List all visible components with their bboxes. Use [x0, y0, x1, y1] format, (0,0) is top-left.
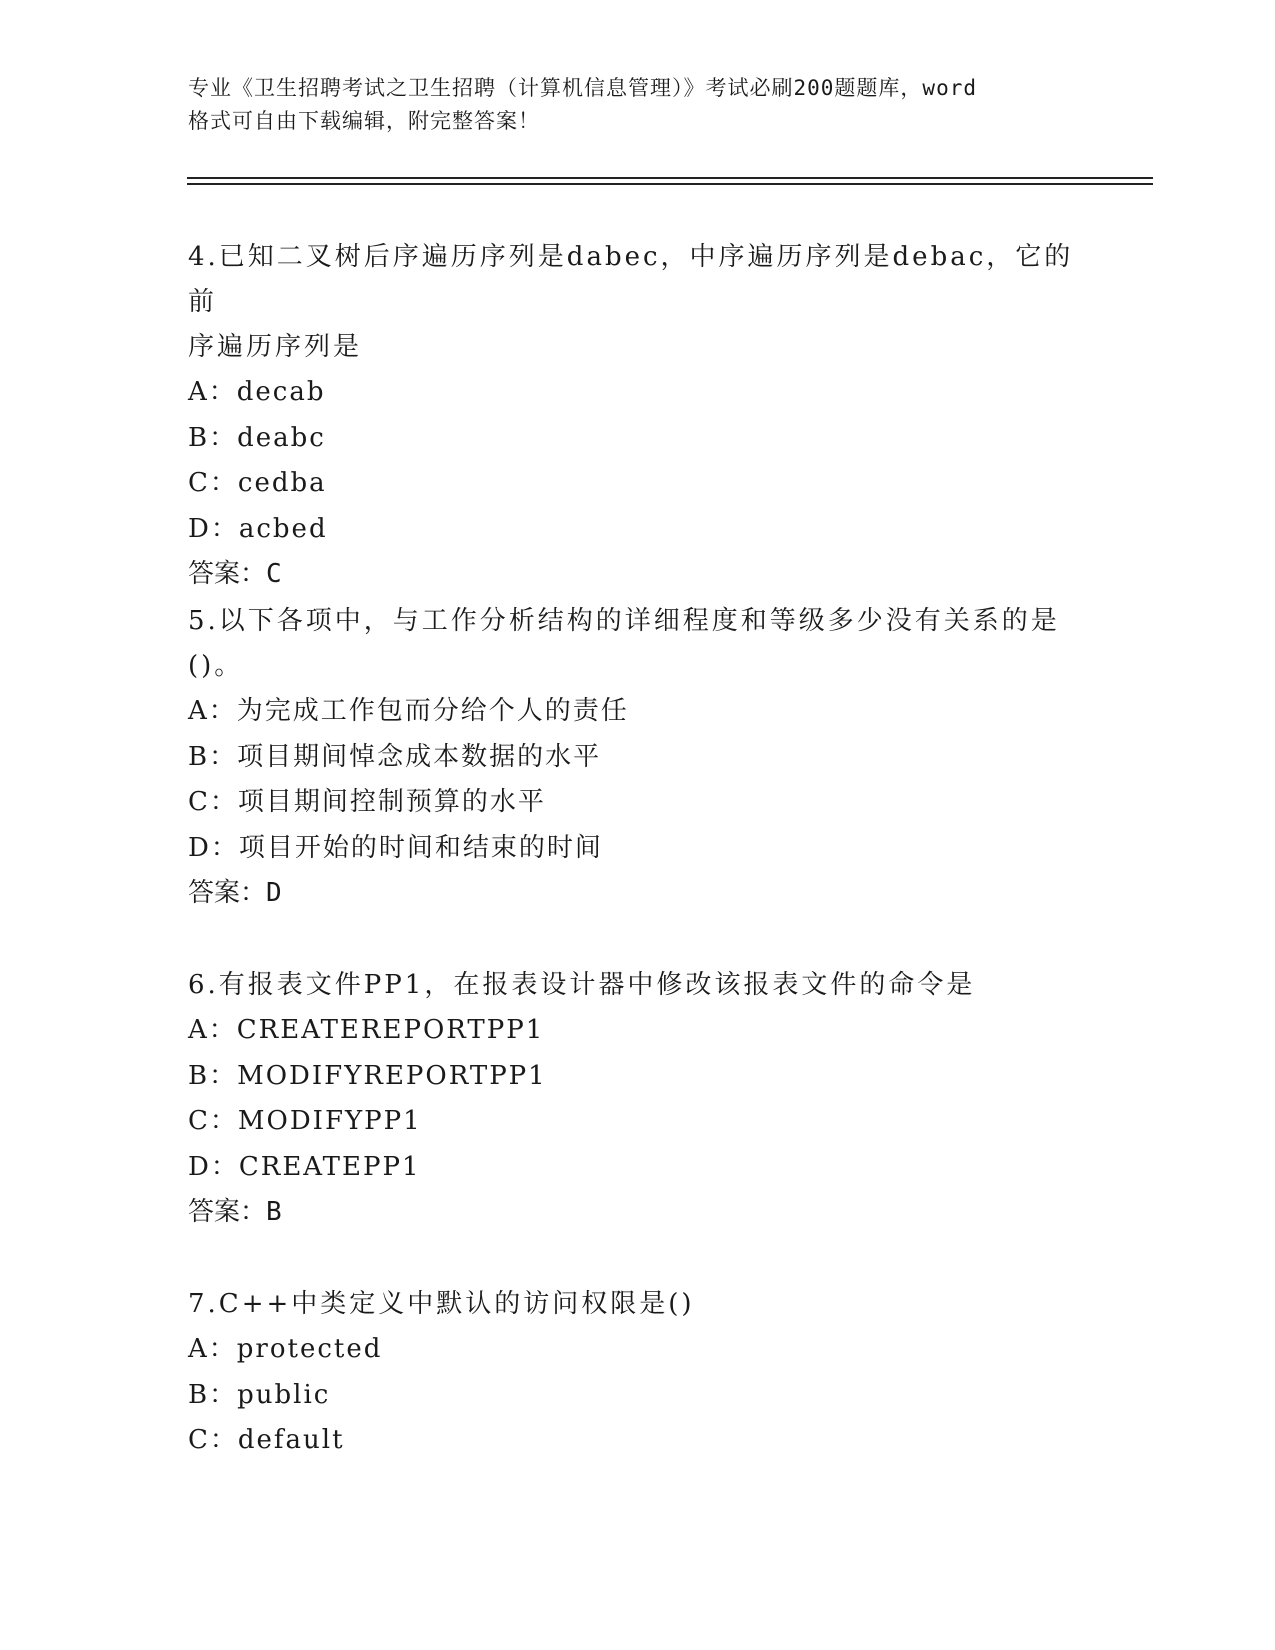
option-b: B：public	[188, 1379, 331, 1410]
option-a: A：decab	[188, 377, 326, 407]
header-line-1: 专业《卫生招聘考试之卫生招聘（计算机信息管理）》考试必刷200题题库，word	[188, 76, 977, 100]
option-b: B：MODIFYREPORTPP1	[188, 1060, 547, 1091]
option-b: B：项目期间悼念成本数据的水平	[188, 741, 602, 772]
option-d: D：CREATEPP1	[188, 1151, 421, 1182]
question-stem: 4.已知二叉树后序遍历序列是dabec，中序遍历序列是debac，它的前	[188, 242, 1074, 317]
option-b: B：deabc	[188, 422, 326, 453]
question-stem: 7.C++中类定义中默认的访问权限是()	[188, 1289, 695, 1319]
option-a: A：CREATEREPORTPP1	[188, 1015, 545, 1045]
question-stem: 6.有报表文件PP1，在报表设计器中修改该报表文件的命令是	[188, 970, 976, 1000]
option-d: D：acbed	[188, 513, 328, 544]
header-line-2: 格式可自由下载编辑，附完整答案！	[188, 109, 540, 133]
question-4	[188, 235, 1088, 597]
question-stem: 5.以下各项中，与工作分析结构的详细程度和等级多少没有关系的是	[188, 606, 1060, 636]
question-stem-continued: ()。	[188, 651, 244, 681]
answer: 答案：C	[188, 559, 282, 589]
option-a: A：protected	[188, 1334, 383, 1364]
option-a: A：为完成工作包而分给个人的责任	[188, 696, 629, 726]
option-c: C：项目期间控制预算的水平	[188, 787, 546, 817]
header-divider-bottom	[187, 183, 1153, 185]
option-c: C：cedba	[188, 468, 327, 498]
option-d: D：项目开始的时间和结束的时间	[188, 832, 603, 863]
document-header	[188, 72, 1088, 138]
answer: 答案：D	[188, 878, 282, 908]
answer: 答案：B	[188, 1197, 282, 1227]
option-c: C：MODIFYPP1	[188, 1106, 422, 1136]
header-divider-top	[187, 177, 1153, 179]
question-5	[188, 599, 1088, 916]
question-6	[188, 963, 1088, 1235]
question-stem-continued: 序遍历序列是	[188, 332, 363, 362]
question-7	[188, 1282, 1088, 1464]
option-c: C：default	[188, 1425, 345, 1455]
